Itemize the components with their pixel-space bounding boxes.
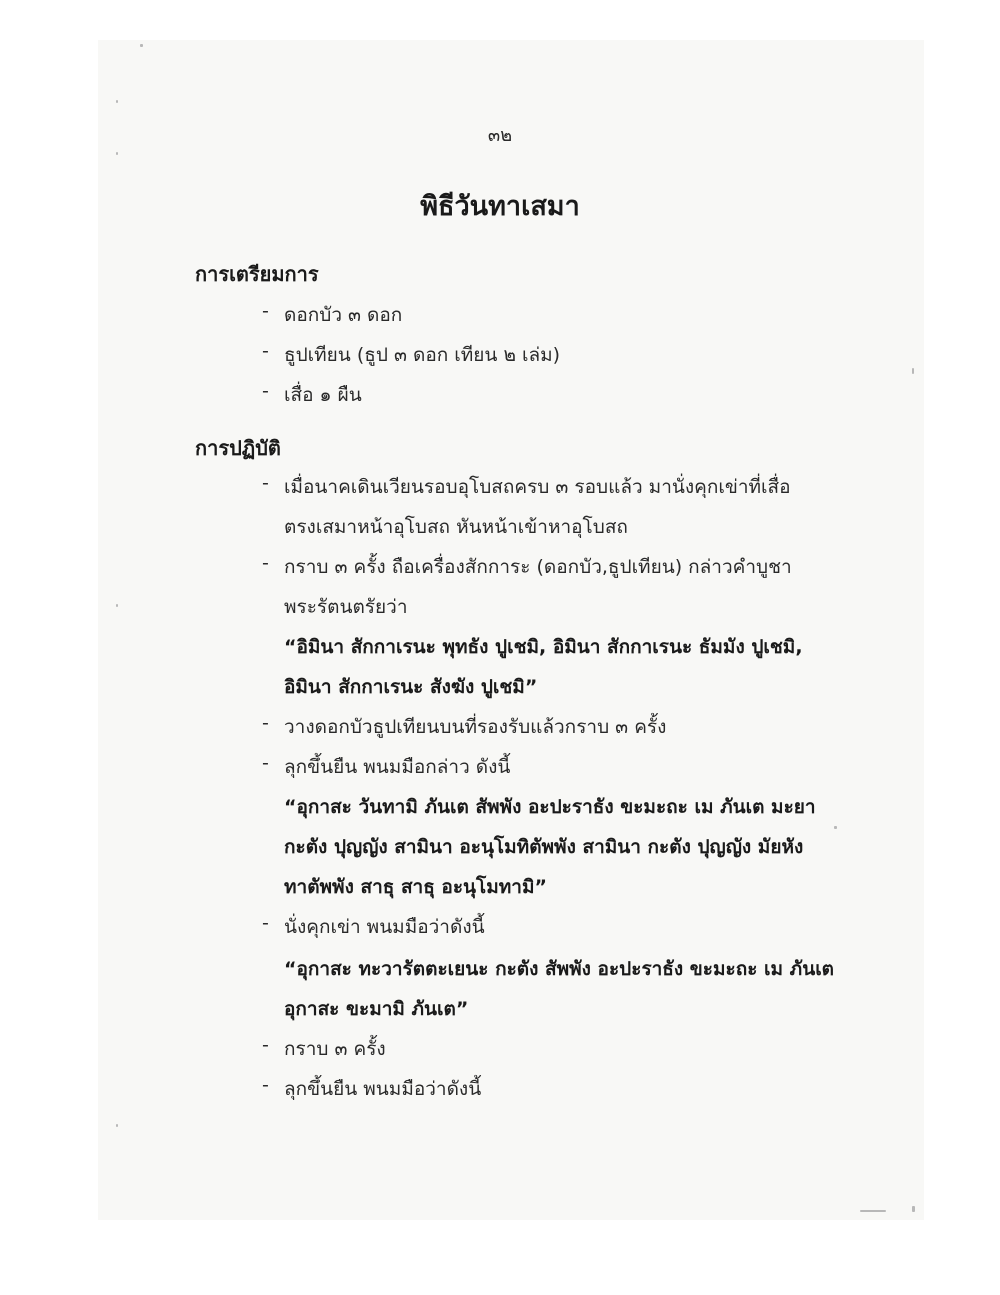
- page-title: พิธีวันทาเสมา: [420, 191, 580, 222]
- list-dash: -: [262, 552, 269, 574]
- scan-speck: [116, 152, 118, 155]
- list-dash: -: [262, 472, 269, 494]
- page-number: ๓๒: [487, 125, 513, 146]
- list-dash: -: [262, 300, 269, 322]
- list-item-text: กราบ ๓ ครั้ง: [284, 1038, 386, 1060]
- scan-speck: [116, 1124, 118, 1127]
- scan-speck: [912, 1206, 915, 1212]
- list-dash: -: [262, 1074, 269, 1096]
- list-dash: -: [262, 340, 269, 362]
- list-dash: -: [262, 712, 269, 734]
- chant-line: “อุกาสะ วันทามิ ภันเต สัพพัง อะปะราธัง ขะมะถะ เม ภันเต มะยา: [284, 796, 816, 818]
- scan-speck: [834, 826, 837, 829]
- chant-line: “อุกาสะ ทะวารัตตะเยนะ กะตัง สัพพัง อะปะราธัง ขะมะถะ เม ภันเต: [284, 958, 835, 980]
- list-item-text: ธูปเทียน (ธูป ๓ ดอก เทียน ๒ เล่ม): [284, 344, 561, 366]
- list-item-text: เสื่อ ๑ ผืน: [284, 384, 362, 406]
- chant-line: “อิมินา สักกาเรนะ พุทธัง ปูเชมิ, อิมินา สักกาเรนะ ธัมมัง ปูเชมิ,: [284, 636, 803, 658]
- preparation-heading: การเตรียมการ: [195, 262, 319, 286]
- list-dash: -: [262, 380, 269, 402]
- scan-speck: [116, 100, 118, 103]
- chant-line: ทาตัพพัง สาธุ สาธุ อะนุโมทามิ”: [284, 876, 547, 898]
- list-dash: -: [262, 912, 269, 934]
- list-item-text: กราบ ๓ ครั้ง ถือเครื่องสักการะ (ดอกบัว,ธูปเทียน) กล่าวคำบูชา: [284, 556, 792, 578]
- list-dash: -: [262, 1034, 269, 1056]
- list-item-text: ลุกขึ้นยืน พนมมือกล่าว ดังนี้: [284, 756, 511, 778]
- list-dash: -: [262, 752, 269, 774]
- list-item-text: นั่งคุกเข่า พนมมือว่าดังนี้: [284, 916, 485, 938]
- scan-speck: [116, 604, 118, 607]
- list-item-text: เมื่อนาคเดินเวียนรอบอุโบสถครบ ๓ รอบแล้ว มานั่งคุกเข่าที่เสื่อ: [284, 476, 791, 498]
- continuation-line: ตรงเสมาหน้าอุโบสถ หันหน้าเข้าหาอุโบสถ: [284, 516, 628, 538]
- scan-speck: [860, 1210, 886, 1212]
- list-item-text: ลุกขึ้นยืน พนมมือว่าดังนี้: [284, 1078, 482, 1100]
- scan-speck: [140, 44, 143, 47]
- scan-speck: [912, 368, 914, 374]
- practice-heading: การปฏิบัติ: [195, 436, 281, 460]
- chant-line: กะตัง ปุญญัง สามินา อะนุโมทิตัพพัง สามินา กะตัง ปุญญัง มัยหัง: [284, 836, 804, 858]
- chant-line: อิมินา สักกาเรนะ สังฆัง ปูเชมิ”: [284, 676, 538, 698]
- chant-line: อุกาสะ ขะมามิ ภันเต”: [284, 998, 469, 1020]
- list-item-text: ดอกบัว ๓ ดอก: [284, 304, 403, 326]
- list-item-text: วางดอกบัวธูปเทียนบนที่รองรับแล้วกราบ ๓ ครั้ง: [284, 716, 667, 738]
- continuation-line: พระรัตนตรัยว่า: [284, 596, 408, 618]
